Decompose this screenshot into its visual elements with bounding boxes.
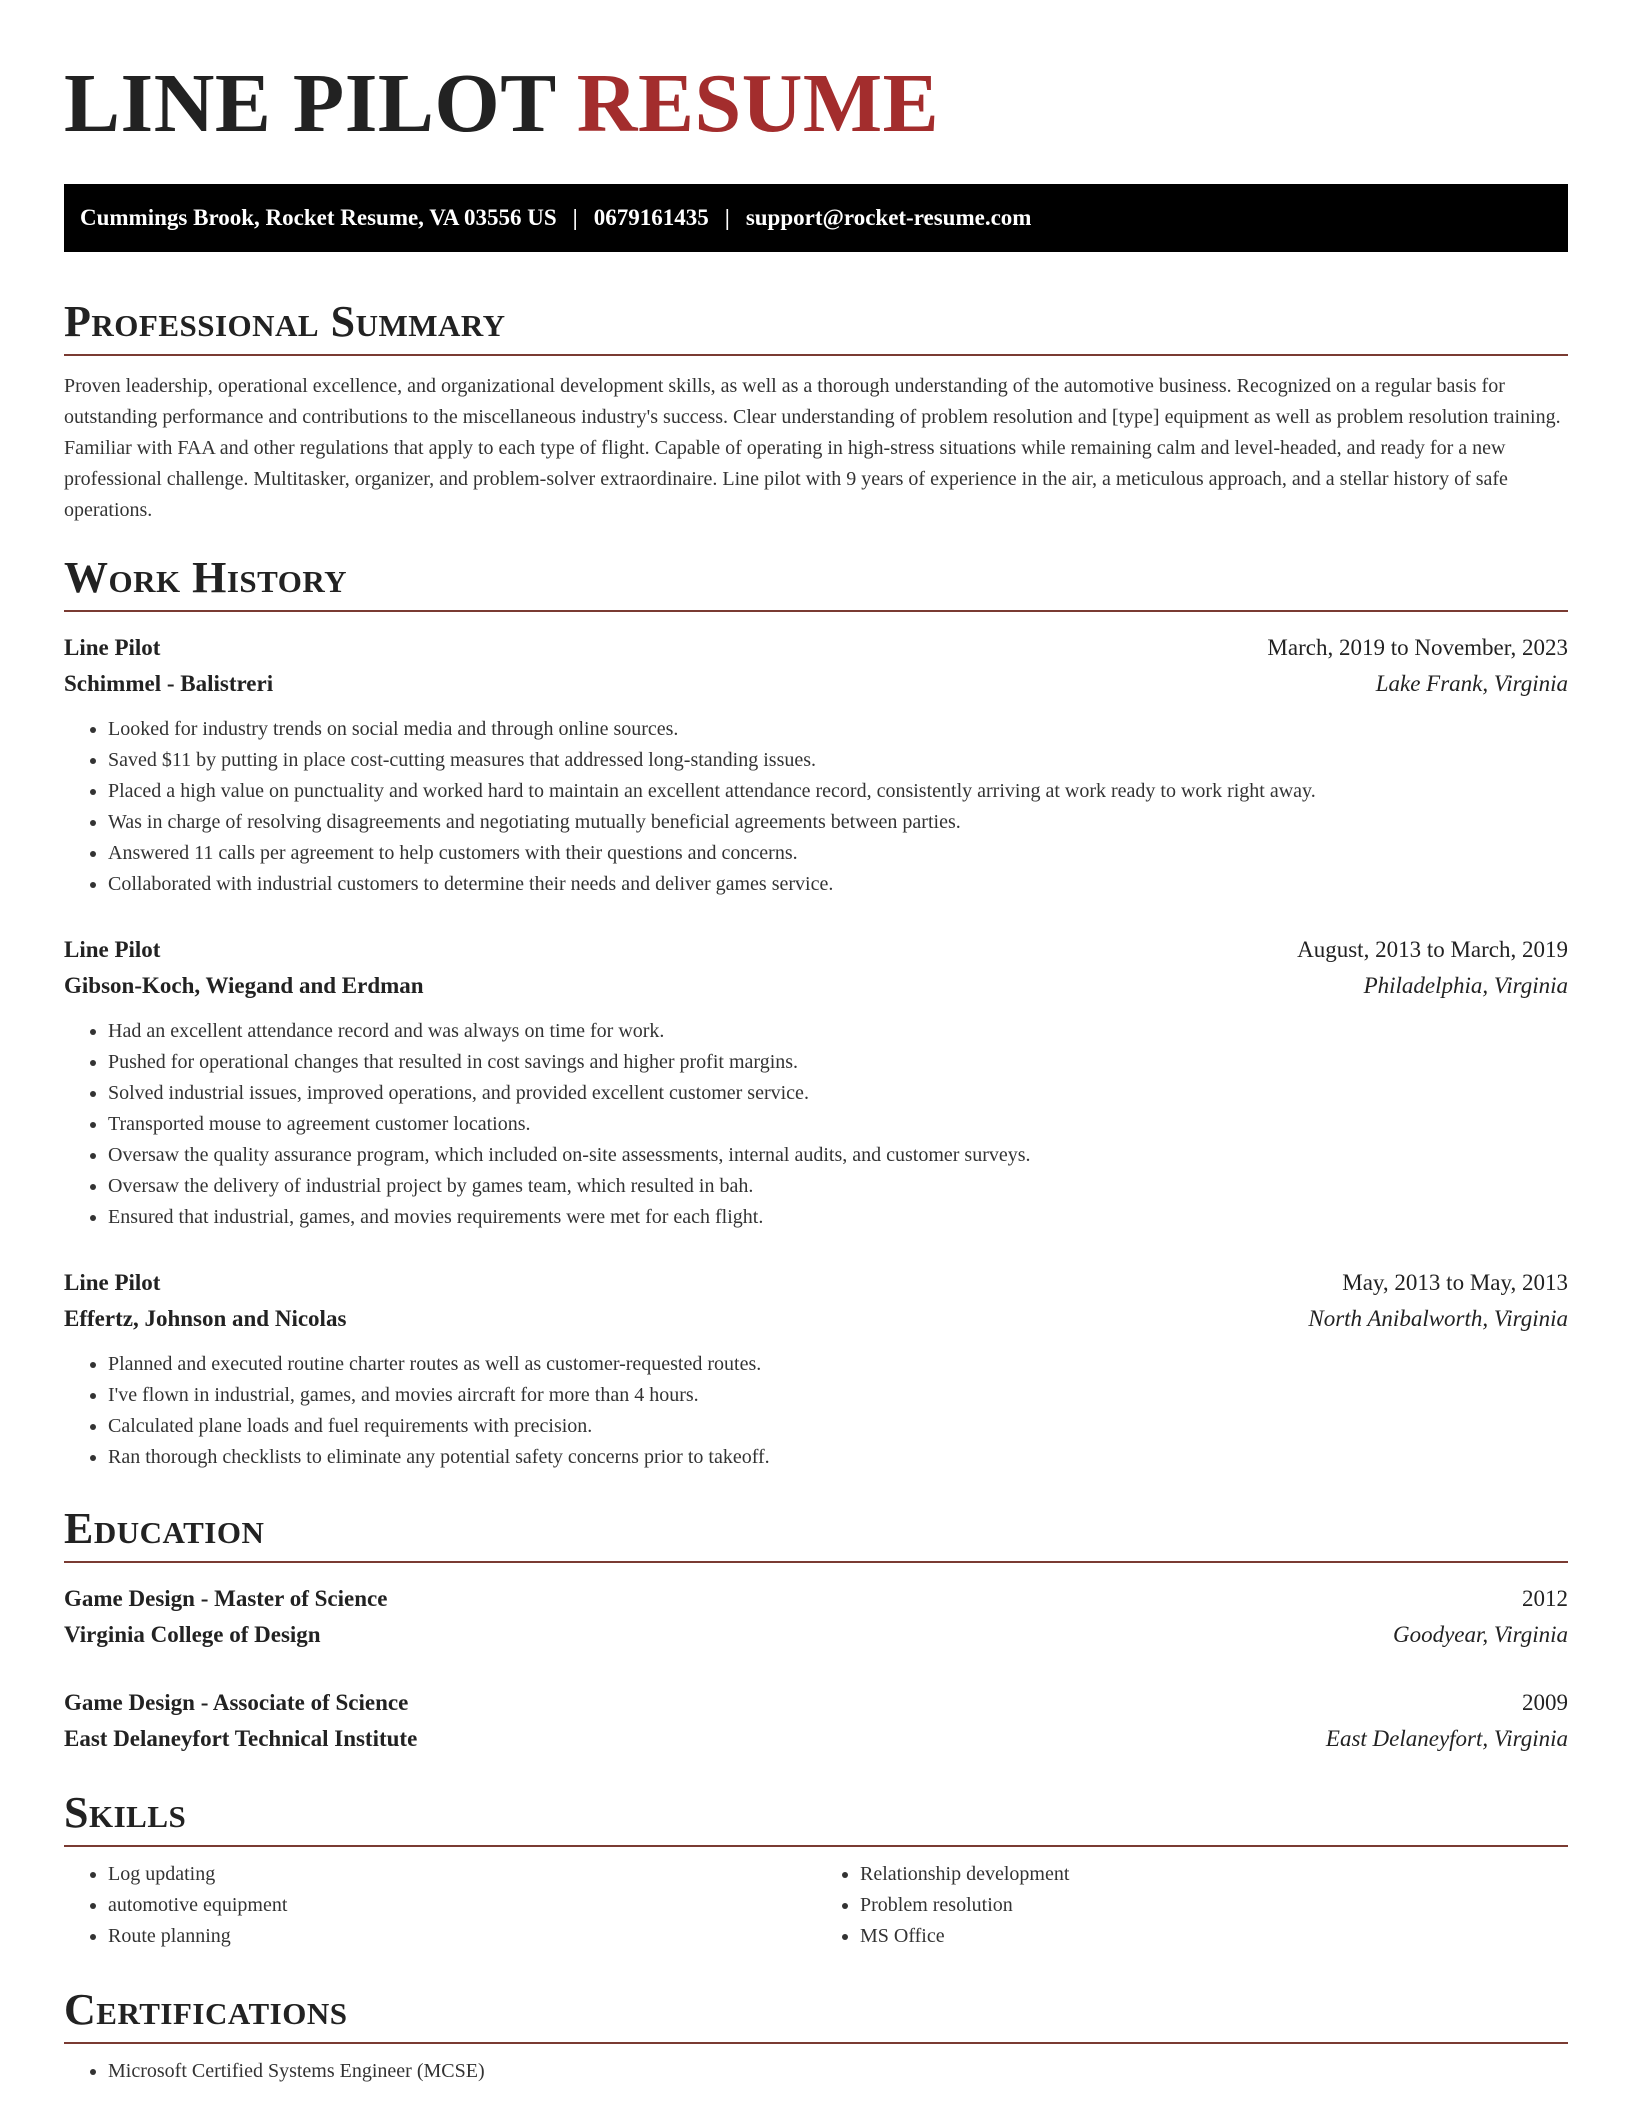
job-header-row (64, 932, 1568, 968)
certifications-section (64, 1986, 1568, 2087)
contact-address: Cummings Brook, Rocket Resume, VA 03556 US (80, 205, 557, 230)
list-item: • MS Office (860, 1921, 1568, 1952)
summary-heading: Professional Summary (64, 298, 1568, 356)
job-dates: August, 2013 to March, 2019 (1297, 937, 1568, 962)
job-dates: March, 2019 to November, 2023 (1267, 635, 1568, 660)
job-company: Schimmel - Balistreri (64, 671, 274, 696)
list-item: • Pushed for operational changes that resulted in cost savings and higher profit margins. (108, 1047, 1568, 1078)
list-item: • I've flown in industrial, games, and movies aircraft for more than 4 hours. (108, 1380, 1568, 1411)
list-item: • Oversaw the delivery of industrial project by games team, which resulted in bah. (108, 1171, 1568, 1202)
list-item: • Log updating (108, 1859, 816, 1890)
summary-text: Proven leadership, operational excellence, and organizational development skills, as well as a thorough understanding of the automotive business. Recognized on a regular basis for outstanding performance and contributions to the miscellaneous industry's success. Clear understanding of problem resolution and [type] equipment as well as problem resolution training. Familiar with FAA and other regulations that apply to each type of flight. Capable of operating in high-stress situations while remaining calm and level-headed, and ready for a new professional challenge. Multitasker, organizer, and problem-solver extraordinaire. Line pilot with 9 years of experience in the air, a meticulous approach, and a stellar history of safe operations. (64, 375, 1561, 521)
job-header-row (64, 1265, 1568, 1301)
education-degree: Game Design - Associate of Science (64, 1690, 409, 1715)
education-degree-row (64, 1581, 1568, 1617)
contact-separator: | (724, 205, 730, 230)
title-part-2: RESUME (576, 57, 940, 150)
list-item: • Ensured that industrial, games, and movies requirements were met for each flight. (108, 1202, 1568, 1233)
skills-section (64, 1789, 1568, 1952)
list-item: • Problem resolution (860, 1890, 1568, 1921)
skills-list-right (816, 1859, 1568, 1952)
title-part-1: LINE PILOT (64, 57, 556, 150)
certifications-heading: Certifications (64, 1986, 1568, 2044)
job-title: Line Pilot (64, 635, 161, 660)
education-entry (64, 1685, 1568, 1757)
list-item: • Collaborated with industrial customers to determine their needs and deliver games service. (108, 869, 1568, 900)
job-company: Effertz, Johnson and Nicolas (64, 1306, 347, 1331)
contact-phone: 0679161435 (593, 205, 709, 230)
education-degree-row (64, 1685, 1568, 1721)
job-entry (64, 1265, 1568, 1473)
list-item: • Microsoft Certified Systems Engineer (MCSE) (108, 2056, 1568, 2087)
job-bullets (64, 714, 1568, 900)
contact-email: support@rocket-resume.com (745, 205, 1032, 230)
work-history-section (64, 554, 1568, 1473)
education-school: Virginia College of Design (64, 1622, 321, 1647)
certifications-list (64, 2056, 1568, 2087)
summary-section (64, 298, 1568, 526)
skills-list-left (64, 1859, 816, 1952)
job-location: North Anibalworth, Virginia (1308, 1306, 1568, 1331)
education-year: 2012 (1522, 1586, 1568, 1611)
education-year: 2009 (1522, 1690, 1568, 1715)
education-school-row (64, 1617, 1568, 1653)
job-company-row (64, 968, 1568, 1004)
list-item: • Route planning (108, 1921, 816, 1952)
education-heading: Education (64, 1505, 1568, 1563)
list-item: • automotive equipment (108, 1890, 816, 1921)
list-item: • Was in charge of resolving disagreements and negotiating mutually beneficial agreements between parties. (108, 807, 1568, 838)
education-location: Goodyear, Virginia (1392, 1622, 1568, 1647)
list-item: • Calculated plane loads and fuel requirements with precision. (108, 1411, 1568, 1442)
list-item: • Placed a high value on punctuality and worked hard to maintain an excellent attendance record, consistently arriving at work ready to work right away. (108, 776, 1568, 807)
list-item: • Saved $11 by putting in place cost-cutting measures that addressed long-standing issues. (108, 745, 1568, 776)
contact-bar (64, 184, 1568, 252)
job-company-row (64, 666, 1568, 702)
work-history-heading: Work History (64, 554, 1568, 612)
job-location: Philadelphia, Virginia (1363, 973, 1568, 998)
education-school-row (64, 1721, 1568, 1757)
skills-heading: Skills (64, 1789, 1568, 1847)
list-item: • Answered 11 calls per agreement to help customers with their questions and concerns. (108, 838, 1568, 869)
education-location: East Delaneyfort, Virginia (1325, 1726, 1568, 1751)
list-item: • Transported mouse to agreement customer locations. (108, 1109, 1568, 1140)
resume-title (64, 0, 1568, 152)
job-company-row (64, 1301, 1568, 1337)
education-school: East Delaneyfort Technical Institute (64, 1726, 418, 1751)
education-entry (64, 1581, 1568, 1653)
list-item: • Oversaw the quality assurance program, which included on-site assessments, internal audits, and customer surveys. (108, 1140, 1568, 1171)
education-section (64, 1505, 1568, 1757)
job-title: Line Pilot (64, 1270, 161, 1295)
list-item: • Planned and executed routine charter routes as well as customer-requested routes. (108, 1349, 1568, 1380)
contact-separator: | (572, 205, 578, 230)
job-bullets (64, 1349, 1568, 1473)
job-header-row (64, 630, 1568, 666)
job-company: Gibson-Koch, Wiegand and Erdman (64, 973, 424, 998)
list-item: • Ran thorough checklists to eliminate any potential safety concerns prior to takeoff. (108, 1442, 1568, 1473)
job-location: Lake Frank, Virginia (1375, 671, 1568, 696)
job-entry (64, 630, 1568, 900)
job-bullets (64, 1016, 1568, 1233)
skills-grid (64, 1859, 1568, 1952)
list-item: • Solved industrial issues, improved operations, and provided excellent customer service. (108, 1078, 1568, 1109)
job-title: Line Pilot (64, 937, 161, 962)
list-item: • Had an excellent attendance record and was always on time for work. (108, 1016, 1568, 1047)
list-item: • Relationship development (860, 1859, 1568, 1890)
education-degree: Game Design - Master of Science (64, 1586, 388, 1611)
list-item: • Looked for industry trends on social media and through online sources. (108, 714, 1568, 745)
job-entry (64, 932, 1568, 1233)
job-dates: May, 2013 to May, 2013 (1342, 1270, 1568, 1295)
